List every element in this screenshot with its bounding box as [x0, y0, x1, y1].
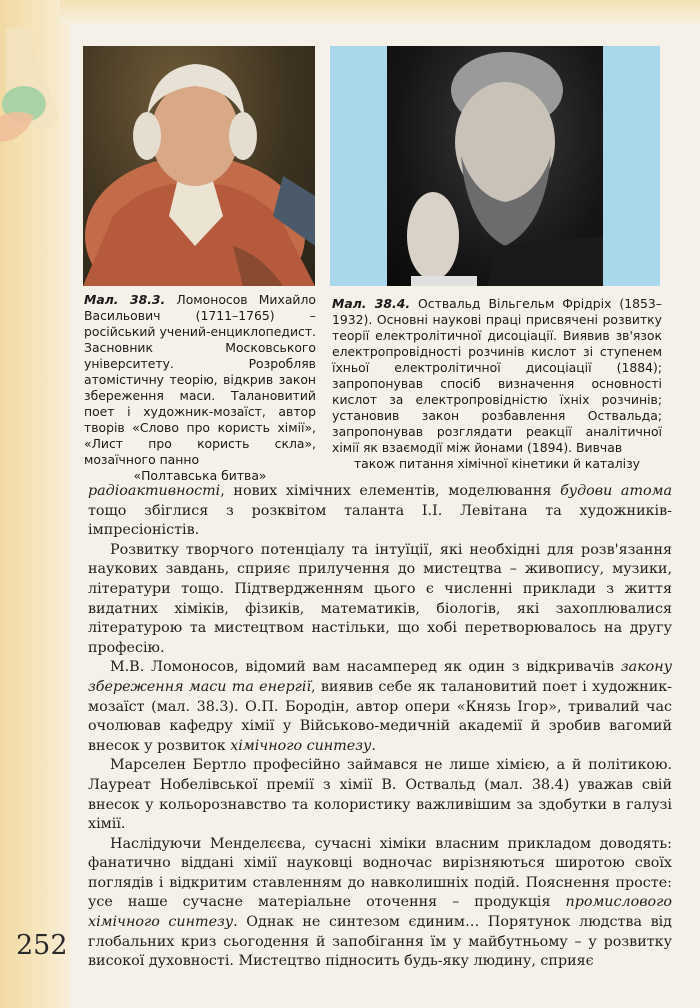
paragraph — [88, 541, 672, 659]
text-run: , виявив себе як талановитий поет і художник-мозаїст (мал. 38.3). О.П. Бородін, автор опери «Князь Ігор», тривалий час очолював кафедру хімії у Військово-медичній академії й зробив вагомий внесок у розвиток — [88, 678, 673, 754]
lomonosov-portrait — [83, 46, 315, 286]
italic-term: будови атома — [560, 483, 672, 499]
figure-caption-lomonosov — [84, 292, 316, 484]
figure-label: Мал. 38.4. — [332, 296, 411, 311]
flask-illustration-icon — [0, 20, 70, 150]
decorative-margin-band — [0, 0, 70, 1008]
figure-caption-tail: «Полтавська битва» — [133, 468, 267, 483]
ostwald-portrait — [330, 46, 660, 286]
text-run: . — [371, 737, 376, 754]
main-text — [88, 482, 672, 972]
figure-label: Мал. 38.3. — [84, 292, 166, 307]
text-run: Марселен Бертло професійно займався не лише хімією, а й політикою. Лауреат Нобелівської премії з хімії В. Оствальд (мал. 38.4) уважав свій внесок у кольорознавство та колористику важливішим за здобутки в галузі хімії. — [88, 757, 672, 833]
text-run: , нових хімічних елементів, моделювання — [220, 483, 561, 499]
italic-term: радіоактивності — [88, 483, 221, 499]
paragraph — [88, 756, 672, 834]
paragraph — [88, 658, 672, 756]
text-run: М.В. Ломоносов, відомий вам насамперед як один з відкривачів — [110, 659, 621, 676]
italic-term: закону збереження маси та енергії — [88, 659, 672, 695]
text-run: Розвитку творчого потенціалу та інтуїції, які необхідні для розв'язання наукових завдань, сприяє прилучення до мистецтва – живопису, музики, літератури тощо. Підтвердженням цього є численні приклади з життя видатних хіміків, фізиків, математиків, біологів, які захоплювалися літературою та мистецтвом настільки, що хобі перетворювалось на другу професію. — [88, 541, 672, 656]
figure-caption-ostwald — [332, 296, 662, 472]
paragraph — [88, 835, 672, 972]
text-run: . Однак не синтезом єдиним… Порятунок людства від глобальних криз сьогодення й запобігання їм у майбутньому – у розвитку високої духовності. Мистецтво підносить будь-яку людину, сприяє — [88, 914, 672, 970]
decorative-top-band — [60, 0, 700, 24]
page-number: 252 — [16, 930, 68, 961]
text-run: тощо збіглися з розквітом таланта І.І. Левітана та художників-імпресіоністів. — [88, 502, 672, 539]
italic-term: промислового хімічного синтезу — [88, 894, 672, 931]
italic-term: хімічного синтезу — [230, 737, 372, 754]
text-run: Наслідуючи Менделєєва, сучасні хіміки власним прикладом доводять: фанатично віддані хімії науковці водночас вирізняються широтою своїх поглядів і відкритим ставленням до навколишніх подій. Пояснення просте: усе наше сучасне матеріальне оточення – продукція — [88, 835, 672, 911]
figure-caption-text: Оствальд Вільгельм Фрідріх (1853–1932). Основні наукові праці присвячені розвитку теорії електролітичної дисоціації. Виявив зв'язок електропровідності розчинів кислот зі ступенем їхньої електролітичної дисоціації (1884); запропонував спосіб визначення основності кислот за електропровідністю їхніх розчинів; установив закон розбавлення Оствальда; запропонував розглядати реакції аналітичної хімії як взаємодії між йонами (1894). Вивчав — [332, 296, 662, 455]
figure-caption-text: Ломоносов Михайло Васильович (1711–1765) – російський учений-енциклопедист. Засновник Московського університету. Розробляв атомістичну теорію, відкрив закон збереження маси. Талановитий поет і художник-мозаїст, автор творів «Слово про користь хімії», «Лист про користь скла», мозаїчного панно — [84, 292, 316, 467]
figure-caption-tail: також питання хімічної кінетики й каталізу — [353, 456, 641, 471]
paragraph — [88, 482, 672, 541]
